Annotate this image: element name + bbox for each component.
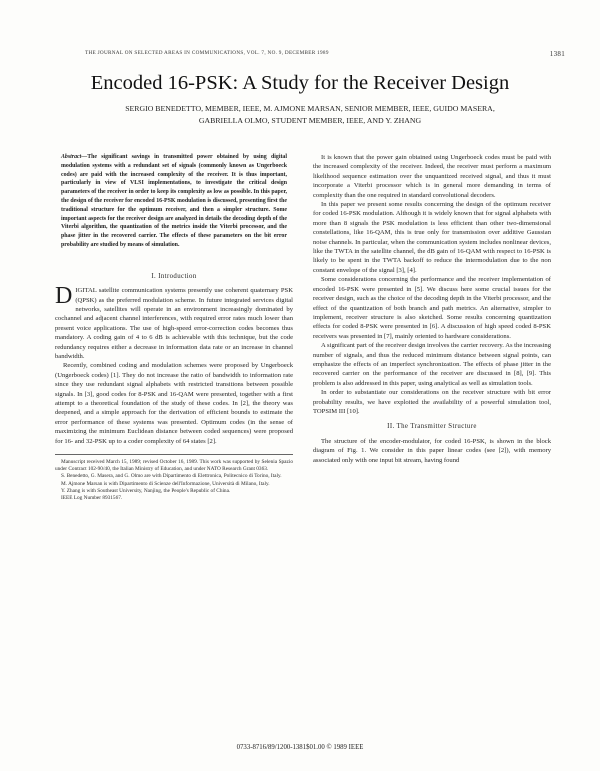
intro-paragraph-1 [55,283,293,361]
intro-paragraph-2: Recently, combined coding and modulation schemes were proposed by Ungerboeck (Ungerboeck codes) [1]. They do not increase the ratio of bandwidth to information rate since they use redundant signal alphabets with restricted transitions between possible signals. In [3], good codes for 8-PSK and 16-QAM were presented, together with a first attempt to a theoretical foundation of the study of these codes. In [2], the theory was deepened, and a simple approach for the derivation of efficient bounds to estimate the error performance of these systems was presented. Optimum codes (in the sense of maximizing the minimum Euclidean distance between coded sequences) were proposed for 16- and 32-PSK up to a coder complexity of 64 states [2]. [55,362,293,445]
right-column [313,153,551,465]
section-heading-introduction: I. Introduction [151,272,197,280]
abstract-text: The significant savings in transmitted power obtained by using digital modulation systems with a redundant set of signals (commonly known as Ungerboeck codes) are paid with the increased complexity of the receiver. It is thus important, particularly in view of VLSI implementations, to investigate the critical design parameters of the receiver in order to keep its complexity as low as possible. In this paper, the design of the receiver for encoded 16-PSK modulation is discussed, presenting first the traditional structure for the optimum receiver, and then a simpler structure. Some important aspects for the receiver design are analyzed in details the decoding depth of the Viterbi algorithm, the quantization of the metrics inside the Viterbi processor, and the phase jitter in the recovered carrier. The effects of these parameters on the bit error probability are studied by means of simulation. [61,154,287,248]
right-paragraph-5: In order to substantiate our considerations on the receiver structure with bit error probability results, we have exploited the availability of a powerful simulation tool, TOPSIM III [10]. [313,389,551,415]
left-column [55,153,293,502]
right-paragraph-3: Some considerations concerning the performance and the receiver implementation of encoded 16-PSK were presented in [5]. We discuss here some crucial issues for the receiver design, such as the choice of the decoding depth in the Viterbi processor, and the effect of the quantization of both branch and path metrics. An alternative, simpler to implement, receiver structure is also sketched. Some results concerning quantization effects for coded 8-PSK were presented in [6]. A discussion of high speed coded 8-PSK receivers was presented in [7], mainly oriented to hardware considerations. [313,276,551,340]
footnotes [55,454,293,502]
right-paragraph-2: In this paper we present some results concerning the design of the optimum receiver for coded 16-PSK modulation. Although it is widely known that for signal alphabets with more than 8 signals the PSK modulation is less efficient than other two-dimensional constellations, like 16-QAM, this is true only for transmission over additive Gaussian noise channels. In particular, when the communication system includes nonlinear devices, like the TWTA in the satellite channel, the dB gain of 16-QAM with respect to 16-PSK is likely to be spent in the TWTA backoff to reduce the intermodulation due to the non constant envelope of the signal [3], [4]. [313,201,551,274]
author-block [40,103,580,127]
copyright-footer: 0733-8716/89/1200-1381$01.00 © 1989 IEEE [236,744,364,751]
right-paragraph-1: It is known that the power gain obtained using Ungerboeck codes must be paid with the increased complexity of the receiver. Indeed, the receiver must perform a maximum likelihood sequence estimation over the unquantized received signal, and thus it must incorporate a Viterbi processor which is in general more demanding in terms of complexity than the one required in standard convolutional decoders. [313,154,551,199]
footnote-affiliation-1: S. Benedetto, G. Masera, and G. Olmo are with Dipartimento di Elettronica, Politecnico di Torino, Italy. [61,473,282,480]
authors-line-2: GABRIELLA OLMO, STUDENT MEMBER, IEEE, AND Y. ZHANG [198,116,422,125]
footnote-log-number: IEEE Log Number 8931567. [61,495,123,502]
abstract-lead: Abstract— [61,154,88,160]
abstract [55,153,293,250]
right-paragraph-4: A significant part of the receiver design involves the carrier recovery. As the increasing number of signals, and thus the reduced minimum distance between signal points, can emphasize the effects of an imperfect synchronization. The effects of phase jitter in the recovered carrier on the performance of the receiver are discussed in [8], [9]. This problem is also addressed in this paper, using analytical as well as simulation tools. [313,342,551,387]
footnote-manuscript: Manuscript received March 15, 1989; revised October 16, 1989. This work was supported by Selenia Spazio under Contract 102-90/40, the Italian Ministry of Education, and under NATO Research Grant 0363. [55,459,293,473]
authors-line-1: SERGIO BENEDETTO, MEMBER, IEEE, M. AJMONE MARSAN, SENIOR MEMBER, IEEE, GUIDO MASERA, [125,104,495,113]
footnote-affiliation-2: M. Ajmone Marsan is with Dipartimento di Scienze dell'Informazione, Università di Milano, Italy. [61,480,270,487]
paper-title: Encoded 16-PSK: A Study for the Receiver Design [90,72,510,94]
footnote-affiliation-3: Y. Zhang is with Southeast University, Nanjing, the People's Republic of China. [61,487,231,494]
running-head-text: THE JOURNAL ON SELECTED AREAS IN COMMUNICATIONS, VOL. 7, NO. 9, DECEMBER 1989 [85,50,329,56]
running-head [85,50,565,56]
right-paragraph-6: The structure of the encoder-modulator, for coded 16-PSK, is shown in the block diagram of Fig. 1. We consider in this paper linear codes (see [2]), with memory associated only with one input bit stream, having found [313,437,551,464]
section-heading-transmitter: II. The Transmitter Structure [387,423,477,431]
intro-paragraph-1-text: IGITAL satellite communication systems presently use coherent quaternary PSK (QPSK) as the preferred modulation scheme. In future integrated services digital networks, satellites will operate in an environment increasingly dominated by cochannel and adjacent channel interferences, with required error rates much lower than present voice applications. The use of high-speed error-correction codes becomes thus mandatory. A coding gain of 4 to 6 dB is achievable with this technique, but the code redundancy requires either a decrease in information data rate or an increase in channel bandwidth. [55,287,293,361]
page-number: 1381 [549,50,565,58]
drop-cap: D [55,283,73,310]
